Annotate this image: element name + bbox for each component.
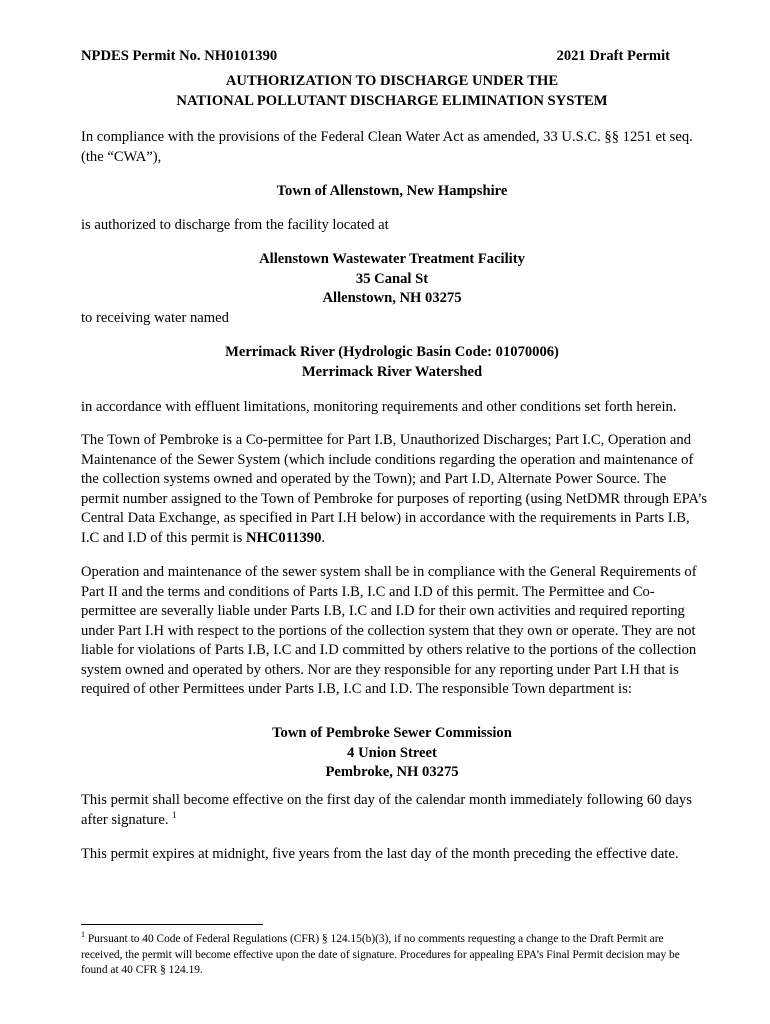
receiving-water-line-1: Merrimack River (Hydrologic Basin Code: 01070006) (225, 344, 559, 360)
page-header (81, 47, 670, 67)
department-name: Town of Pembroke Sewer Commission (272, 725, 512, 741)
permittee-text: Town of Allenstown, New Hampshire (276, 183, 508, 199)
footnote-text: Pursuant to 40 Code of Federal Regulations (CFR) § 124.15(b)(3), if no comments requesting a change to the Draft Permit are received, the permit will become effective upon the date of signature. Procedures for appealing EPA’s Final Permit decision may be found at 40 CFR § 124.19. (81, 933, 680, 976)
footnote-number: 1 (81, 930, 85, 940)
authorized-text: is authorized to discharge from the facility located at (81, 217, 389, 233)
permit-number: NPDES Permit No. NH0101390 (81, 48, 278, 64)
intro-paragraph: In compliance with the provisions of the Federal Clean Water Act as amended, 33 U.S.C. §§ 1251 et seq. (the “CWA”), (81, 129, 693, 165)
receiving-water (81, 343, 703, 382)
effective-text: This permit shall become effective on the first day of the calendar month immediately following 60 days after signature. (81, 792, 692, 828)
facility-address (81, 250, 703, 309)
expires-paragraph: This permit expires at midnight, five years from the last day of the month preceding the effective date. (81, 846, 679, 862)
footnote (81, 932, 680, 979)
footnote-divider (81, 924, 263, 925)
accordance-paragraph: in accordance with effluent limitations, monitoring requirements and other conditions set forth herein. (81, 399, 677, 415)
receiving-water-line-2: Merrimack River Watershed (301, 363, 483, 380)
facility-street: 35 Canal St (355, 270, 429, 287)
department-city: Pembroke, NH 03275 (325, 764, 459, 780)
facility-city: Allenstown, NH 03275 (322, 290, 462, 306)
copermittee-text: The Town of Pembroke is a Co-permittee for Part I.B, Unauthorized Discharges; Part I.C, Operation and Maintenance of the Sewer System (which include conditions regarding the operation and maintenance of the collection systems owned and operated by the Town); and Part I.D, Alternate Power Source. The permit number assigned to the Town of Pembroke for purposes of reporting (using NetDMR through EPA’s Central Data Exchange, as specified in Part I.H below) in accordance with the requirements in Parts I.B, I.C and I.D of this permit is (81, 432, 708, 546)
department-street: 4 Union Street (347, 744, 437, 761)
footnote-reference[interactable]: 1 (172, 809, 177, 820)
permittee-name (81, 182, 703, 202)
department-address (81, 724, 703, 783)
facility-name: Allenstown Wastewater Treatment Facility (259, 251, 525, 267)
effective-paragraph (81, 791, 708, 830)
copermittee-paragraph (81, 431, 708, 548)
document-title (81, 71, 703, 111)
copermittee-end: . (321, 529, 326, 546)
draft-label: 2021 Draft Permit (556, 48, 670, 64)
title-line-1: AUTHORIZATION TO DISCHARGE UNDER THE (225, 73, 559, 89)
title-line-2: NATIONAL POLLUTANT DISCHARGE ELIMINATION SYSTEM (176, 93, 608, 109)
copermittee-number: NHC011390 (245, 529, 322, 546)
operation-paragraph: Operation and maintenance of the sewer system shall be in compliance with the General Requirements of Part II and the terms and conditions of Parts I.B, I.C and I.D of this permit. The Permittee and Co-permittee are severally liable under Parts I.B, I.C and I.D for their own activities and required reporting under Part I.H with respect to the portions of the collection system that they own or operate. They are not liable for violations of Parts I.B, I.C and I.D committed by others relative to the portions of the collection system owned and operated by others. Nor are they responsible for any reporting under Part I.H that is required of other Permittees under Parts I.B, I.C and I.D. The responsible Town department is: (81, 564, 697, 697)
receiving-text: to receiving water named (81, 310, 229, 326)
